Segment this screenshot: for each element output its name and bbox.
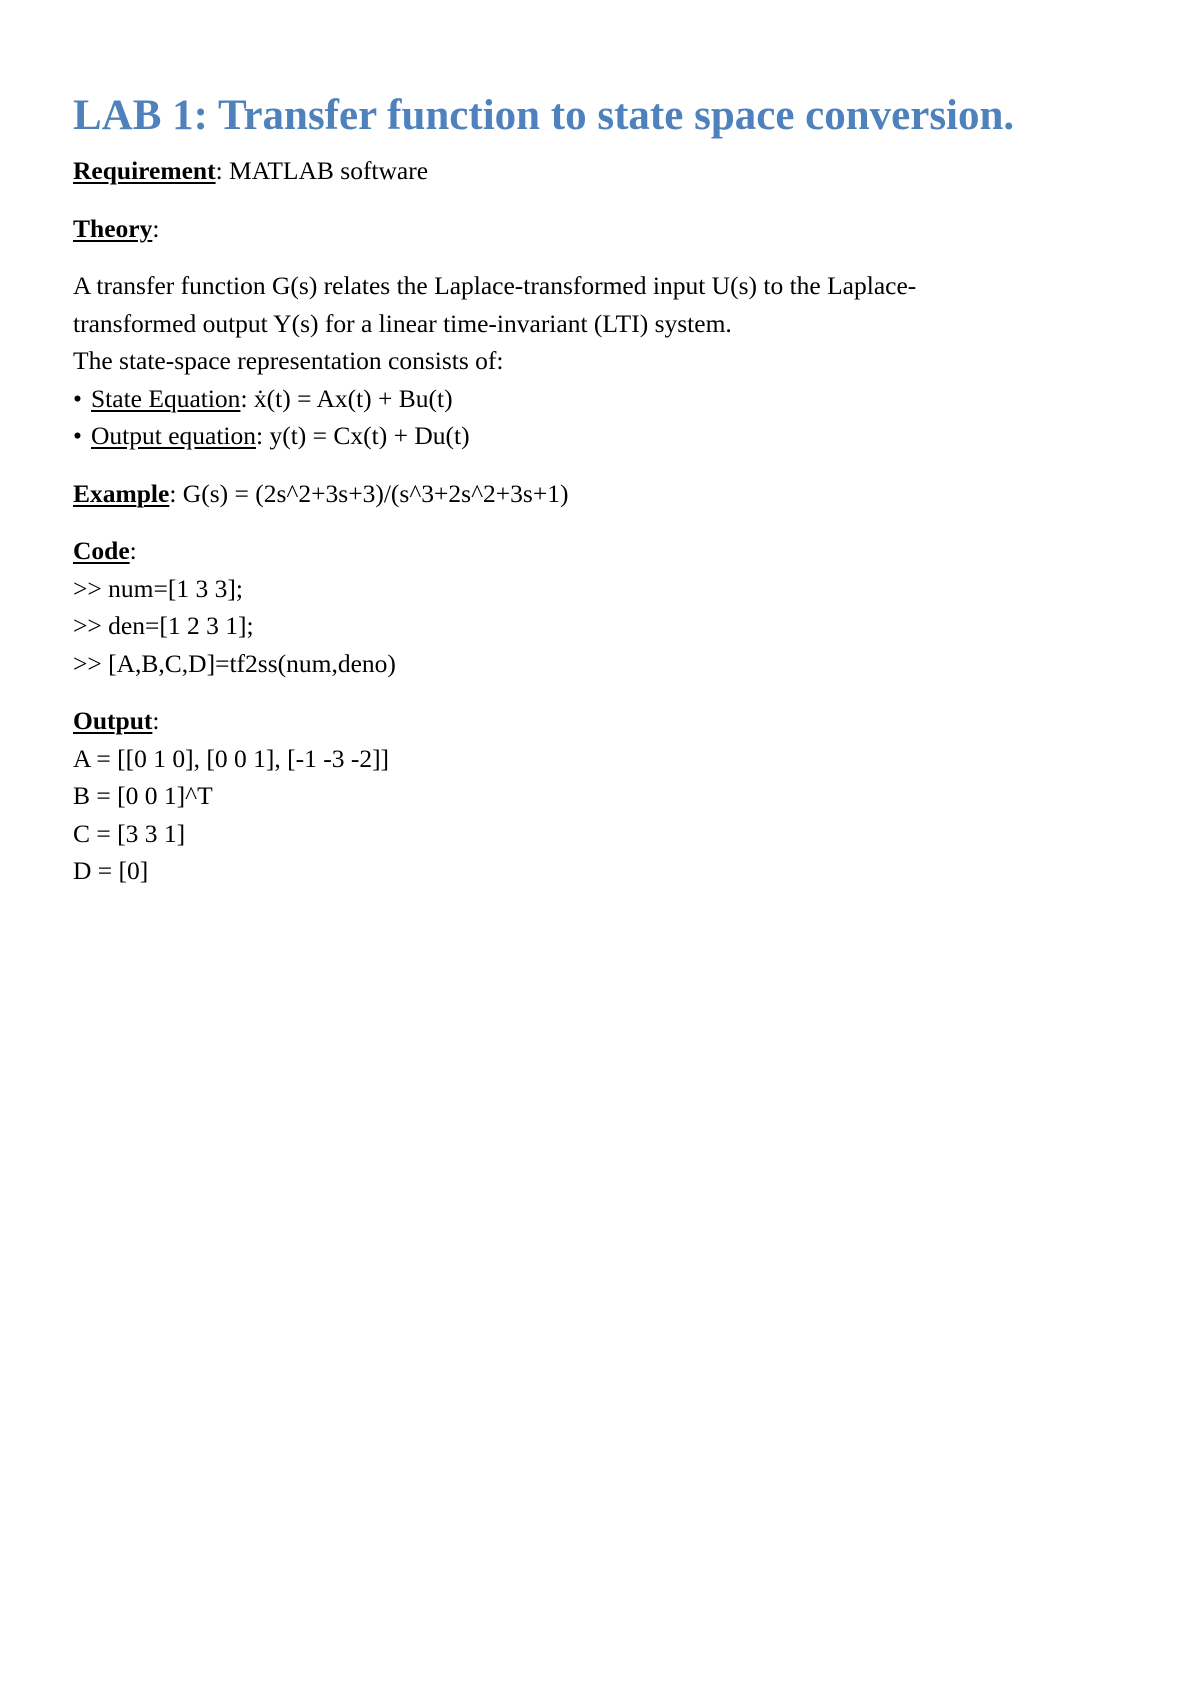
code-line: >> num=[1 3 3]; (73, 573, 243, 603)
theory-heading (73, 210, 1133, 248)
code-label: Code (73, 536, 130, 565)
code-section (73, 532, 1133, 682)
example-label: Example (73, 478, 170, 508)
bullet-icon: • (73, 421, 82, 450)
state-equation-value: : ẋ(t) = Ax(t) + Bu(t) (240, 383, 453, 413)
output-line: C = [3 3 1] (73, 818, 186, 848)
requirement-value: : MATLAB software (215, 156, 429, 185)
code-line: >> den=[1 2 3 1]; (73, 611, 254, 640)
output-equation-value: : y(t) = Cx(t) + Du(t) (256, 421, 470, 450)
theory-paragraph-line: A transfer function G(s) relates the Laplace-transformed input U(s) to the Laplace- (73, 271, 917, 300)
output-line: B = [0 0 1]^T (73, 781, 213, 810)
theory-paragraph-line: transformed output Y(s) for a linear time-invariant (LTI) system. (73, 308, 732, 338)
theory-paragraph-line: The state-space representation consists of: (73, 346, 504, 375)
output-equation-item (73, 417, 1133, 455)
state-equation-item (73, 380, 1133, 418)
bullet-icon: • (73, 383, 82, 413)
code-line: >> [A,B,C,D]=tf2ss(num,deno) (73, 648, 396, 678)
theory-suffix: : (152, 213, 160, 243)
code-suffix: : (129, 536, 137, 565)
theory-label: Theory (73, 213, 153, 243)
output-line: A = [[0 1 0], [0 0 1], [-1 -3 -2]] (73, 743, 390, 773)
example-value: : G(s) = (2s^2+3s+3)/(s^3+2s^2+3s+1) (169, 478, 569, 508)
state-equation-label: State Equation (91, 383, 241, 413)
output-heading (73, 702, 1133, 740)
output-section (73, 702, 1133, 890)
code-heading (73, 532, 1133, 570)
output-suffix: : (152, 706, 160, 735)
output-equation-label: Output equation (91, 421, 257, 450)
theory-section (73, 267, 1133, 455)
page-title: LAB 1: Transfer function to state space conversion. (73, 92, 1015, 139)
requirement-label: Requirement (73, 156, 216, 185)
document-page (73, 88, 1133, 890)
example-line (73, 475, 1133, 513)
output-line: D = [0] (73, 856, 149, 885)
requirement-line (73, 152, 1133, 190)
output-label: Output (73, 706, 153, 735)
